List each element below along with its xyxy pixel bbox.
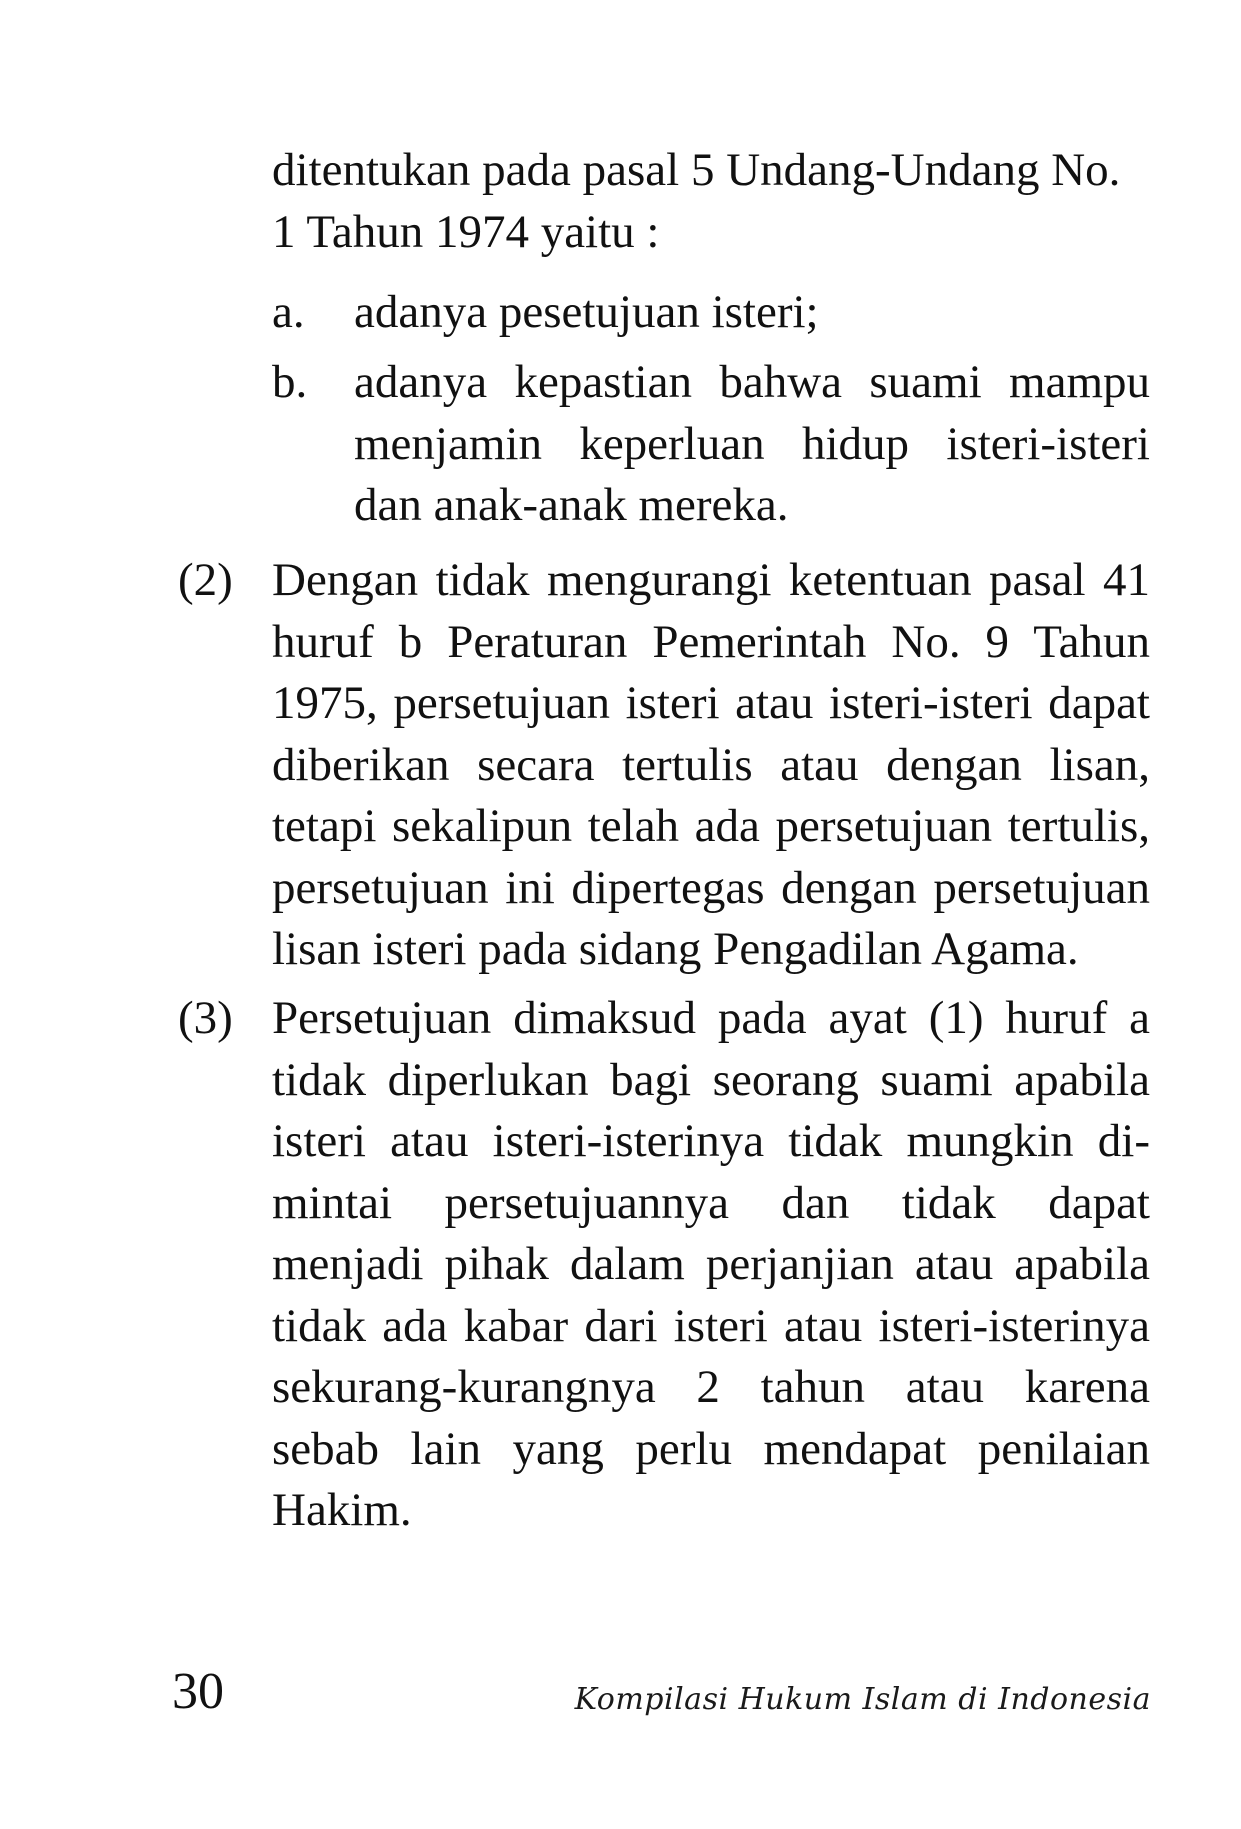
- paragraph-3: [178, 988, 1150, 1542]
- paragraph-2: [178, 550, 1150, 981]
- paragraph-number: (3): [178, 992, 233, 1044]
- paragraph-number: (2): [178, 554, 233, 606]
- running-footer-title: Kompilasi Hukum Islam di Indonesia: [574, 1682, 1151, 1717]
- intro-paragraph: [272, 140, 1142, 263]
- list-item-text: adanya kepastian bahwa suami mampu menjamin keperluan hidup isteri-isteri dan anak-anak mereka.: [354, 356, 1150, 531]
- list-item-b: [272, 352, 1150, 537]
- list-item-label: b.: [272, 356, 308, 408]
- list-item-label: a.: [272, 286, 305, 338]
- list-item-text: adanya pesetujuan isteri;: [354, 286, 819, 338]
- paragraph-text: Persetujuan dimaksud pada ayat (1) huruf a tidak diperlukan bagi seorang suami apabila isteri atau isteri-isterinya tidak mungkin di-mintai persetujuannya dan tidak dapat menjadi pihak dalam perjanjian atau apabila tidak ada kabar dari isteri atau isteri-isterinya sekurang-kurangnya 2 tahun atau karena sebab lain yang perlu mendapat penilaian Hakim.: [272, 992, 1150, 1536]
- page-number: 30: [172, 1663, 224, 1720]
- paragraph-text: Dengan tidak mengurangi ketentuan pasal 41 huruf b Peraturan Pemerintah No. 9 Tahun 1975, persetujuan isteri atau isteri-isteri dapat diberikan secara tertulis atau dengan lisan, tetapi sekalipun telah ada persetujuan tertulis, persetujuan ini dipertegas dengan persetujuan lisan isteri pada sidang Pengadilan Agama.: [272, 554, 1150, 975]
- intro-text: ditentukan pada pasal 5 Undang-Undang No. 1 Tahun 1974 yaitu :: [272, 144, 1121, 258]
- list-item-a: [272, 282, 1150, 344]
